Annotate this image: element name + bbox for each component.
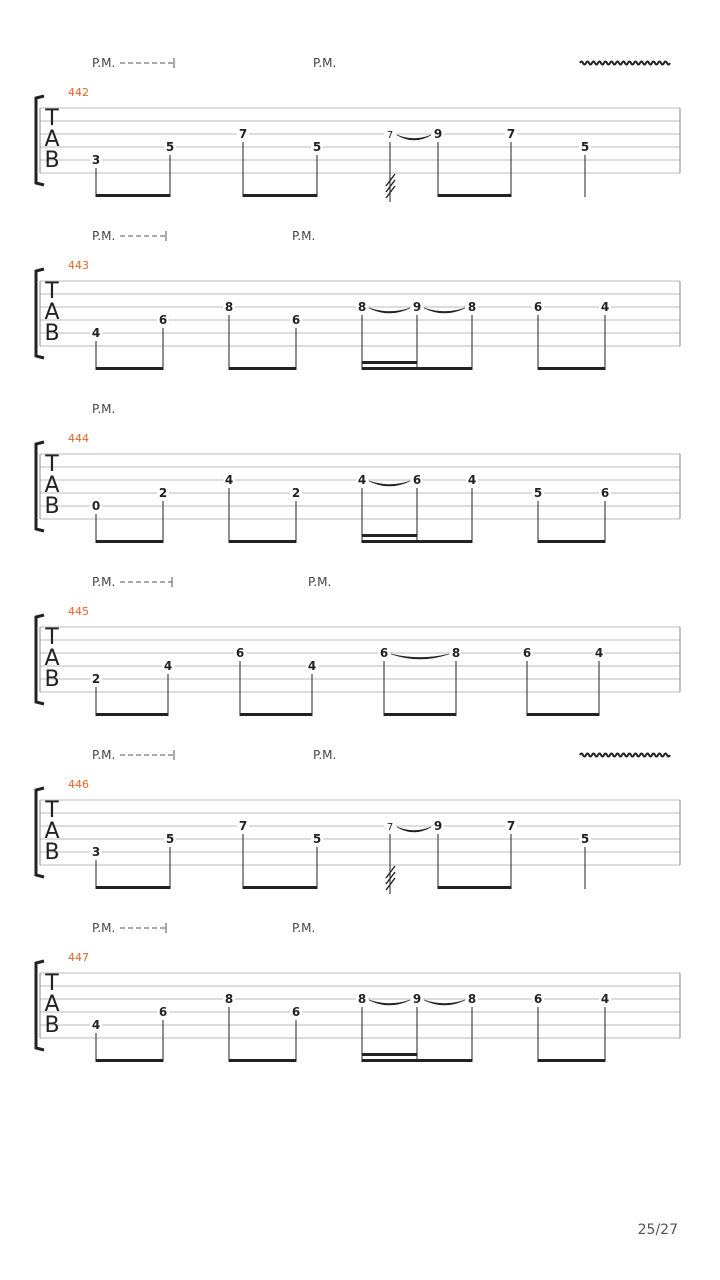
tab-clef-letter: T [45,106,59,131]
tab-clef-letter: B [44,840,60,865]
fret-number: 8 [467,300,477,314]
tab-clef-letter: A [44,819,60,844]
fret-number: 3 [91,845,101,859]
beam [538,1059,605,1062]
tab-clef-letter: T [45,452,59,477]
palm-mute-label: P.M. [92,748,116,762]
fret-number: 9 [412,300,422,314]
fret-number: 8 [467,992,477,1006]
fret-number: 4 [357,473,367,487]
measure-number: 446 [68,778,89,791]
fret-number: 6 [600,486,610,500]
tab-clef-letter: T [45,279,59,304]
beam [229,540,296,543]
beam [243,194,317,197]
fret-number: 6 [235,646,245,660]
fret-number: 7 [386,130,394,141]
slur [424,308,465,313]
fret-number: 0 [91,499,101,513]
fret-number: 5 [165,832,175,846]
fret-number: 6 [291,1005,301,1019]
fret-number: 6 [412,473,422,487]
palm-mute-label: P.M. [92,402,116,416]
fret-number: 2 [291,486,301,500]
measure-number: 443 [68,259,89,272]
palm-mute-label: P.M. [92,229,116,243]
tab-clef-letter: T [45,971,59,996]
tab-clef-letter: B [44,667,60,692]
beam [362,540,472,543]
beam [96,367,163,370]
tab-clef-letter: B [44,321,60,346]
slur [397,827,431,832]
fret-number: 4 [600,992,610,1006]
palm-mute-label: P.M. [308,575,332,589]
fret-number: 6 [522,646,532,660]
fret-number: 3 [91,153,101,167]
palm-mute-label: P.M. [92,575,116,589]
slur [424,1000,465,1005]
slur [369,481,410,486]
measure-number: 445 [68,605,89,618]
fret-number: 7 [386,822,394,833]
palm-mute-label: P.M. [313,56,337,70]
tab-clef-letter: A [44,646,60,671]
fret-number: 5 [312,140,322,154]
tab-clef-letter: A [44,992,60,1017]
fret-number: 6 [158,313,168,327]
fret-number: 4 [600,300,610,314]
fret-number: 9 [433,127,443,141]
slur [391,654,449,659]
fret-number: 2 [158,486,168,500]
palm-mute-label: P.M. [292,229,316,243]
fret-number: 4 [163,659,173,673]
fret-number: 7 [506,819,516,833]
fret-number: 4 [594,646,604,660]
fret-number: 7 [238,819,248,833]
beam-secondary [362,361,417,364]
fret-number: 5 [580,832,590,846]
beam [438,886,511,889]
measure-number: 444 [68,432,89,445]
beam [384,713,456,716]
tab-clef-letter: T [45,798,59,823]
palm-mute-label: P.M. [92,921,116,935]
slur [369,308,410,313]
vibrato-mark [580,754,670,757]
fret-number: 6 [158,1005,168,1019]
beam-secondary [362,534,417,537]
fret-number: 5 [312,832,322,846]
fret-number: 5 [533,486,543,500]
fret-number: 8 [357,300,367,314]
beam-secondary [362,1053,417,1056]
tab-clef-letter: B [44,494,60,519]
page-number: 25/27 [637,1222,678,1238]
fret-number: 8 [224,300,234,314]
beam [240,713,312,716]
tab-clef-letter: A [44,300,60,325]
beam [538,367,605,370]
beam [96,540,163,543]
fret-number: 4 [467,473,477,487]
beam [229,1059,296,1062]
fret-number: 4 [91,1018,101,1032]
measure-number: 442 [68,86,89,99]
fret-number: 8 [357,992,367,1006]
beam [96,194,170,197]
beam [96,886,170,889]
fret-number: 6 [533,300,543,314]
palm-mute-label: P.M. [92,56,116,70]
palm-mute-label: P.M. [313,748,337,762]
beam [527,713,599,716]
fret-number: 9 [433,819,443,833]
fret-number: 8 [224,992,234,1006]
beam [96,1059,163,1062]
fret-number: 2 [91,672,101,686]
beam [96,713,168,716]
measure-number: 447 [68,951,89,964]
fret-number: 5 [580,140,590,154]
beam [362,367,472,370]
palm-mute-label: P.M. [292,921,316,935]
tab-clef-letter: B [44,1013,60,1038]
tab-clef-letter: T [45,625,59,650]
fret-number: 6 [291,313,301,327]
fret-number: 7 [238,127,248,141]
fret-number: 4 [307,659,317,673]
fret-number: 4 [224,473,234,487]
fret-number: 7 [506,127,516,141]
fret-number: 9 [412,992,422,1006]
fret-number: 8 [451,646,461,660]
beam [438,194,511,197]
beam [538,540,605,543]
fret-number: 6 [533,992,543,1006]
tab-clef-letter: A [44,473,60,498]
beam [229,367,296,370]
fret-number: 6 [379,646,389,660]
fret-number: 5 [165,140,175,154]
slur [369,1000,410,1005]
beam [243,886,317,889]
fret-number: 4 [91,326,101,340]
beam [362,1059,472,1062]
slur [397,135,431,140]
vibrato-mark [580,62,670,65]
tab-clef-letter: B [44,148,60,173]
tab-clef-letter: A [44,127,60,152]
